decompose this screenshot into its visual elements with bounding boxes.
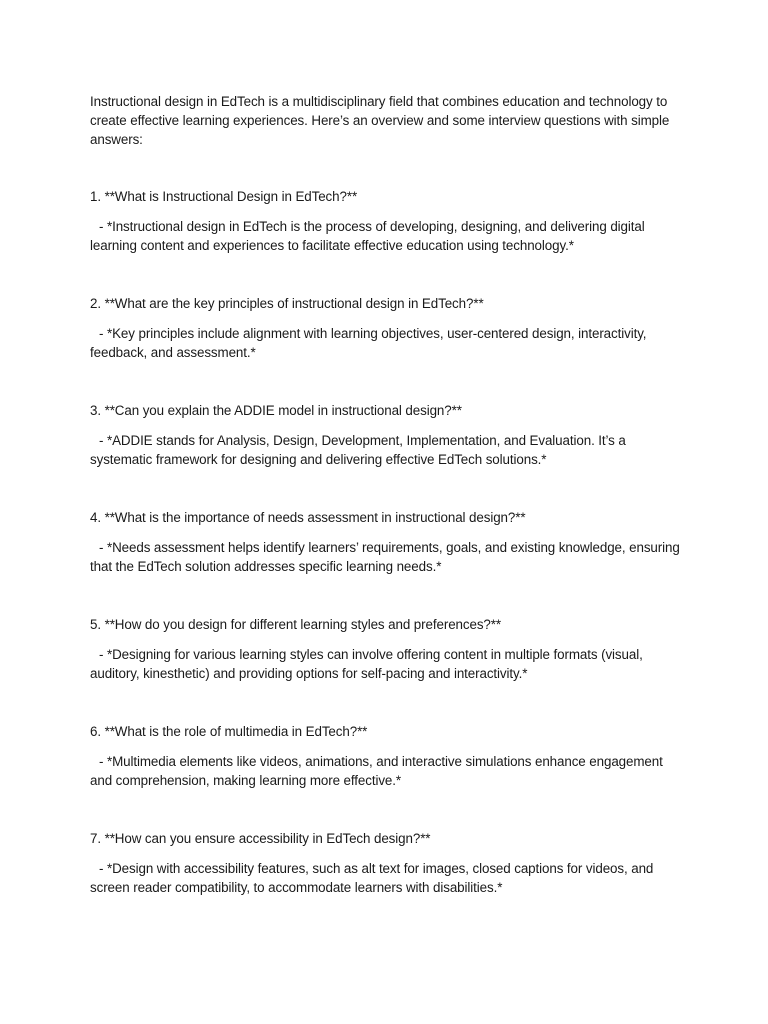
question-text: 1. **What is Instructional Design in EdTech?** bbox=[90, 189, 358, 204]
question-text: 2. **What are the key principles of instructional design in EdTech?** bbox=[90, 296, 484, 311]
answer-body: - *Key principles include alignment with learning objectives, user-centered design, interactivity, feedback, and assessment.* bbox=[90, 326, 647, 360]
answer-body: - *Multimedia elements like videos, animations, and interactive simulations enhance engagement and comprehension, making learning more effective.* bbox=[90, 754, 663, 788]
intro-paragraph: Instructional design in EdTech is a multidisciplinary field that combines education and technology to create effective learning experiences. Here’s an overview and some interview questions with simple answers: bbox=[90, 94, 670, 147]
answer-text bbox=[90, 431, 680, 469]
answer-body: - *Needs assessment helps identify learners’ requirements, goals, and existing knowledge, ensuring that the EdTech solution addresses specific learning needs.* bbox=[90, 540, 680, 574]
answer-text bbox=[90, 217, 680, 255]
question-text: 3. **Can you explain the ADDIE model in instructional design?** bbox=[90, 403, 462, 418]
qa-item bbox=[90, 187, 680, 255]
answer-text bbox=[90, 645, 680, 683]
answer-body: - *Instructional design in EdTech is the process of developing, designing, and delivering digital learning content and experiences to facilitate effective education using technology.* bbox=[90, 219, 645, 253]
answer-body: - *Design with accessibility features, such as alt text for images, closed captions for videos, and screen reader compatibility, to accommodate learners with disabilities.* bbox=[90, 861, 654, 895]
answer-text bbox=[90, 859, 680, 897]
qa-item bbox=[90, 401, 680, 469]
question-text: 4. **What is the importance of needs assessment in instructional design?** bbox=[90, 510, 526, 525]
answer-text bbox=[90, 538, 680, 576]
qa-item bbox=[90, 829, 680, 897]
answer-text bbox=[90, 324, 680, 362]
qa-item bbox=[90, 615, 680, 683]
question-text: 5. **How do you design for different learning styles and preferences?** bbox=[90, 617, 501, 632]
answer-body: - *ADDIE stands for Analysis, Design, Development, Implementation, and Evaluation. It’s a systematic framework for designing and delivering effective EdTech solutions.* bbox=[90, 433, 626, 467]
question-text: 6. **What is the role of multimedia in EdTech?** bbox=[90, 724, 368, 739]
answer-text bbox=[90, 752, 680, 790]
question-text: 7. **How can you ensure accessibility in EdTech design?** bbox=[90, 831, 431, 846]
document-body bbox=[90, 92, 680, 897]
answer-body: - *Designing for various learning styles can involve offering content in multiple formats (visual, auditory, kinesthetic) and providing options for self-pacing and interactivity.* bbox=[90, 647, 643, 681]
qa-item bbox=[90, 508, 680, 576]
qa-item bbox=[90, 294, 680, 362]
qa-item bbox=[90, 722, 680, 790]
